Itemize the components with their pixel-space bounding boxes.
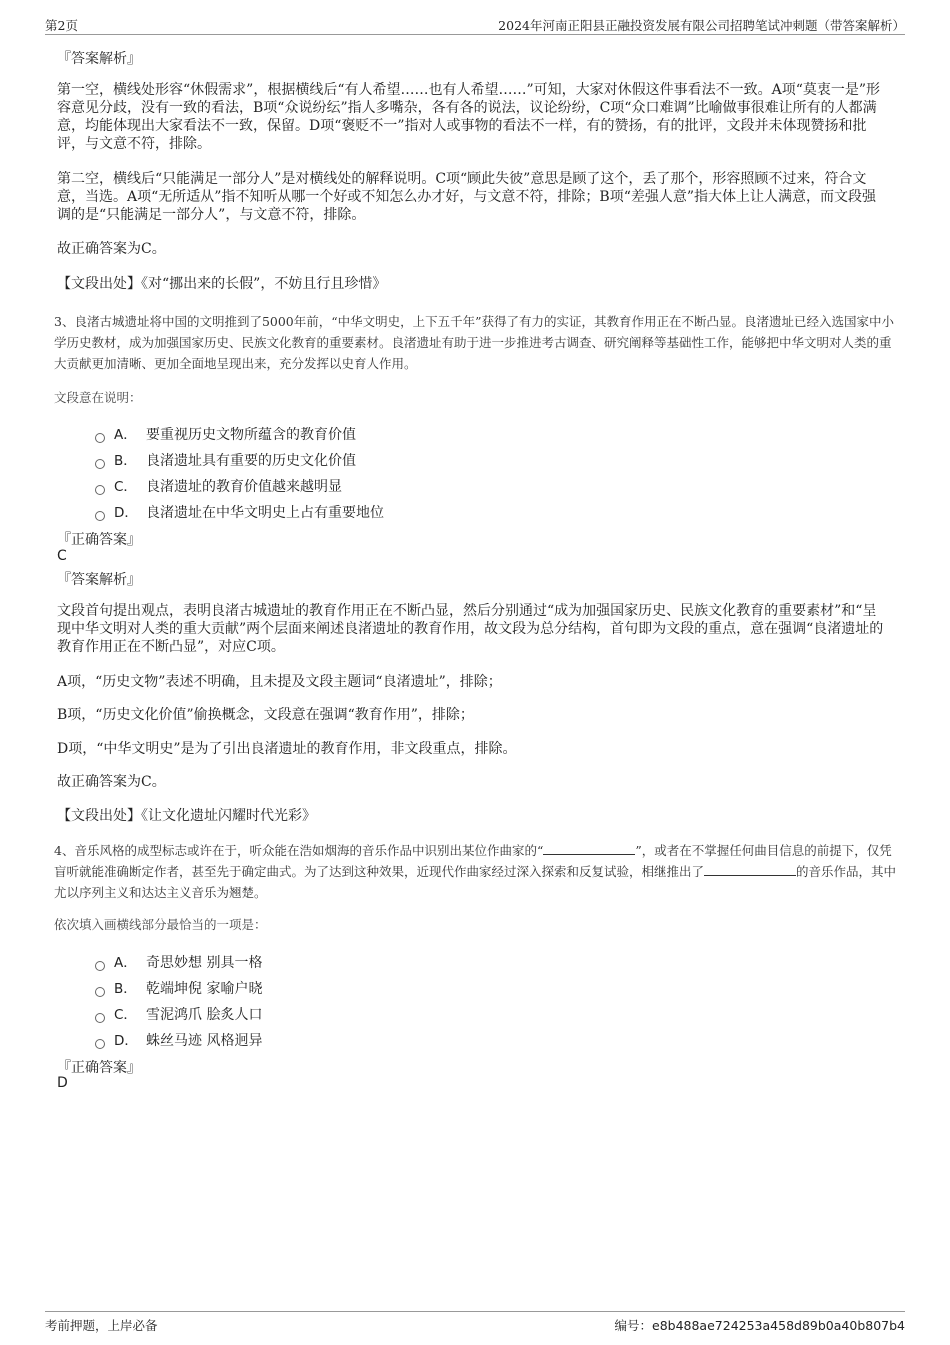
question-prompt: 依次填入画横线部分最恰当的一项是： [54, 917, 267, 932]
answer-label: 『正确答案』 [57, 532, 141, 548]
analysis-conclusion: 故正确答案为C。 [57, 241, 166, 257]
radio-button[interactable] [95, 1013, 105, 1023]
analysis-paragraph: D项，“中华文明史”是为了引出良渚遗址的教育作用，非文段重点，排除。 [57, 741, 517, 757]
option-d[interactable]: D． 良渚遗址在中华文明史上占有重要地位 [95, 501, 384, 521]
option-c[interactable]: C． 良渚遗址的教育价值越来越明显 [95, 475, 342, 495]
correct-answer: D [57, 1075, 68, 1091]
footer-slogan: 考前押题，上岸必备 [45, 1318, 158, 1333]
question-stem: 3、良渚古城遗址将中国的文明推到了5000年前，“中华文明史，上下五千年”获得了有力的实证，其教育作用正在不断凸显。良渚遗址已经入选国家中小学历史教材，成为加强国家历史、民族文化教育的重要素材。良渚遗址有助于进一步推进考古调查、研究阐释等基础性工作，能够把中华文明对人类的重大贡献更加清晰、更加全面地呈现出来，充分发挥以史育人作用。 [54, 314, 895, 371]
page-footer [45, 1311, 905, 1334]
radio-button[interactable] [95, 511, 105, 521]
analysis-paragraph: A项，“历史文物”表述不明确，且未提及文段主题词“良渚遗址”，排除； [57, 674, 502, 690]
source-citation: 【文段出处】《对“挪出来的长假”，不妨且行且珍惜》 [57, 276, 387, 292]
fill-blank [543, 842, 635, 855]
option-a[interactable]: A． 奇思妙想 别具一格 [95, 951, 262, 971]
radio-button[interactable] [95, 987, 105, 997]
analysis-label: 『答案解析』 [57, 51, 141, 67]
analysis-conclusion: 故正确答案为C。 [57, 774, 166, 790]
option-b[interactable]: B． 良渚遗址具有重要的历史文化价值 [95, 449, 356, 469]
option-c[interactable]: C． 雪泥鸿爪 脍炙人口 [95, 1003, 262, 1023]
page-header [45, 14, 905, 35]
analysis-paragraph: 第一空，横线处形容“休假需求”，根据横线后“有人希望……也有人希望……”可知，大家对休假这件事看法不一致。A项“莫衷一是”形容意见分歧，没有一致的看法，B项“众说纷纭”指人多嘴杂，各有各的说法，议论纷纷，C项“众口难调”比喻做事很难让所有的人都满意，均能体现出大家看法不一致，保留。D项“褒贬不一”指对人或事物的看法不一样，有的赞扬，有的批评，文段并未体现赞扬和批评，与文意不符，排除。 [57, 82, 881, 152]
correct-answer: C [57, 548, 67, 564]
option-d[interactable]: D． 蛛丝马迹 风格迥异 [95, 1029, 262, 1049]
radio-button[interactable] [95, 433, 105, 443]
document-id: 编号：e8b488ae724253a458d89b0a40b807b4 [614, 1318, 905, 1333]
page-number: 第2页 [45, 18, 78, 33]
radio-button[interactable] [95, 459, 105, 469]
source-citation: 【文段出处】《让文化遗址闪耀时代光彩》 [57, 808, 316, 824]
analysis-paragraph: B项，“历史文化价值”偷换概念，文段意在强调“教育作用”，排除； [57, 707, 474, 723]
answer-label: 『正确答案』 [57, 1060, 141, 1076]
option-a[interactable]: A． 要重视历史文物所蕴含的教育价值 [95, 423, 356, 443]
option-b[interactable]: B． 乾端坤倪 家喻户晓 [95, 977, 262, 997]
fill-blank [704, 863, 796, 876]
analysis-label: 『答案解析』 [57, 572, 141, 588]
analysis-paragraph: 第二空，横线后“只能满足一部分人”是对横线处的解释说明。C项“顾此失彼”意思是顾了这个，丢了那个，形容照顾不过来，符合文意，当选。A项“无所适从”指不知听从哪一个好或不知怎么办才好，与文意不符，排除；B项“差强人意”指大体上让人满意，而文段强调的是“只能满足一部分人”，与文意不符，排除。 [57, 171, 877, 223]
radio-button[interactable] [95, 485, 105, 495]
analysis-paragraph: 文段首句提出观点，表明良渚古城遗址的教育作用正在不断凸显，然后分别通过“成为加强国家历史、民族文化教育的重要素材”和“呈现中华文明对人类的重大贡献”两个层面来阐述良渚遗址的教育作用，故文段为总分结构，首句即为文段的重点，意在强调“良渚遗址的教育作用正在不断凸显”，对应C项。 [57, 603, 884, 655]
question-stem: 4、音乐风格的成型标志或许在于，听众能在浩如烟海的音乐作品中识别出某位作曲家的“ ”，或者在不掌握任何曲目信息的前提下，仅凭盲听就能准确断定作者，甚至先于确定曲式。为了达到这种效果，近现代作曲家经过深入探索和反复试验，相继推出了 的音乐作品，其中尤以序列主义和达达主义音乐为翘楚。 [54, 843, 897, 900]
radio-button[interactable] [95, 961, 105, 971]
radio-button[interactable] [95, 1039, 105, 1049]
document-title: 2024年河南正阳县正融投资发展有限公司招聘笔试冲刺题（带答案解析） [498, 18, 905, 33]
question-prompt: 文段意在说明： [54, 390, 142, 405]
